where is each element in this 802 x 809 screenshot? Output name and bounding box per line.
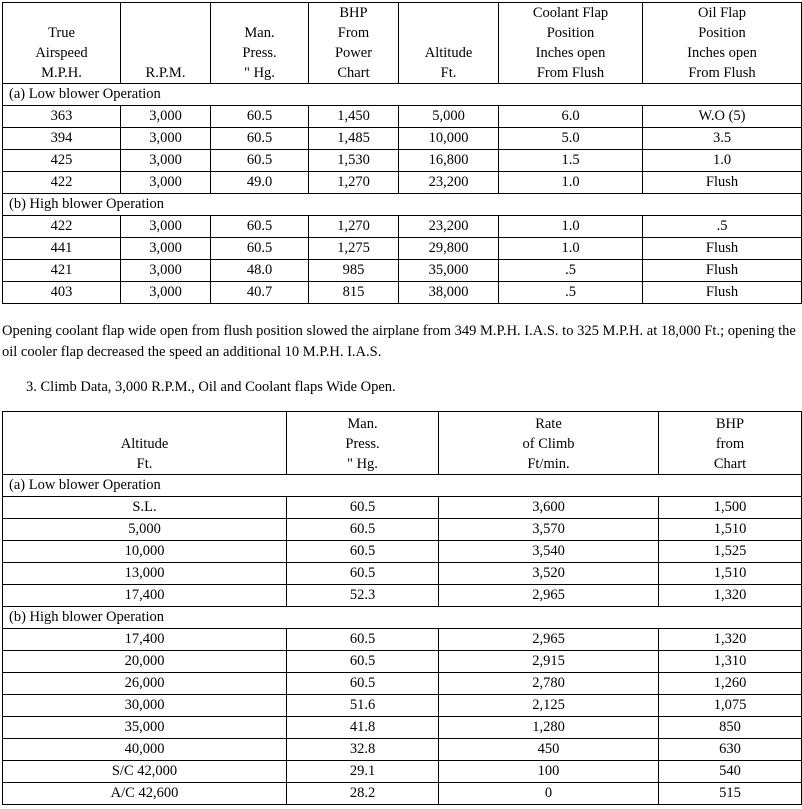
- table-cell: 13,000: [3, 563, 287, 585]
- climb-data-heading: 3. Climb Data, 3,000 R.P.M., Oil and Coolant flaps Wide Open.: [26, 379, 396, 395]
- table-cell: 60.5: [211, 150, 309, 172]
- table-row: [3, 238, 802, 260]
- table-cell: .5: [643, 216, 802, 238]
- table-cell: 3.5: [643, 128, 802, 150]
- table-cell: 100: [439, 761, 659, 783]
- table-cell: 1,510: [659, 519, 802, 541]
- table-cell: 1,510: [659, 563, 802, 585]
- table-cell: Flush: [643, 282, 802, 304]
- table-cell: 3,000: [121, 282, 211, 304]
- header-line: of Climb: [522, 436, 575, 452]
- table-cell: 1,275: [309, 238, 399, 260]
- section-label: (b) High blower Operation: [3, 194, 802, 216]
- header-line: R.P.M.: [145, 65, 186, 81]
- table-cell: 2,780: [439, 673, 659, 695]
- table-cell: S.L.: [3, 497, 287, 519]
- table-cell: 815: [309, 282, 399, 304]
- header-line: Position: [698, 25, 746, 41]
- header-line: Ft.: [136, 456, 153, 472]
- table-cell: 1,280: [439, 717, 659, 739]
- table-row: [3, 563, 802, 585]
- table-cell: 17,400: [3, 629, 287, 651]
- performance-header-row: [3, 3, 802, 84]
- header-line: Man.: [347, 416, 378, 432]
- table-cell: 394: [3, 128, 121, 150]
- header-line: Rate: [535, 416, 562, 432]
- header-line: Power: [334, 45, 373, 61]
- header-line: From Flush: [688, 65, 756, 81]
- table-row: [3, 172, 802, 194]
- section-label: (b) High blower Operation: [3, 607, 802, 629]
- table-cell: 1.0: [499, 238, 643, 260]
- table-cell: 60.5: [287, 541, 439, 563]
- table-cell: 1,500: [659, 497, 802, 519]
- table-cell: 35,000: [3, 717, 287, 739]
- table-cell: 23,200: [399, 172, 499, 194]
- table-row: [3, 739, 802, 761]
- column-header: [287, 412, 439, 475]
- table-cell: 10,000: [3, 541, 287, 563]
- table-cell: 3,000: [121, 238, 211, 260]
- table-cell: 850: [659, 717, 802, 739]
- header-line: Ft/min.: [527, 456, 570, 472]
- table-cell: 422: [3, 172, 121, 194]
- table-cell: 3,520: [439, 563, 659, 585]
- table-cell: 41.8: [287, 717, 439, 739]
- header-line: M.P.H.: [41, 65, 82, 81]
- table-cell: 3,000: [121, 260, 211, 282]
- header-line: " Hg.: [347, 456, 378, 472]
- table-cell: 60.5: [211, 238, 309, 260]
- column-header: [439, 412, 659, 475]
- table-row: [3, 150, 802, 172]
- header-line: Inches open: [535, 45, 606, 61]
- table-row: [3, 695, 802, 717]
- climb-header-row: [3, 412, 802, 475]
- table-cell: 1,320: [659, 585, 802, 607]
- header-line: Press.: [242, 45, 277, 61]
- table-cell: 60.5: [287, 497, 439, 519]
- header-line: BHP: [339, 5, 368, 21]
- table-cell: 1.0: [499, 172, 643, 194]
- table-cell: 20,000: [3, 651, 287, 673]
- table-cell: 0: [439, 783, 659, 805]
- table-row: [3, 260, 802, 282]
- table-cell: 985: [309, 260, 399, 282]
- header-line: Position: [546, 25, 595, 41]
- table-cell: 1.0: [643, 150, 802, 172]
- table-cell: 3,600: [439, 497, 659, 519]
- column-header: [211, 3, 309, 84]
- table-row: [3, 673, 802, 695]
- table-cell: 52.3: [287, 585, 439, 607]
- table-cell: 1,320: [659, 629, 802, 651]
- table-cell: 422: [3, 216, 121, 238]
- table-cell: W.O (5): [643, 106, 802, 128]
- table-cell: S/C 42,000: [3, 761, 287, 783]
- table-cell: 60.5: [211, 106, 309, 128]
- table-cell: 35,000: [399, 260, 499, 282]
- table-cell: 60.5: [211, 216, 309, 238]
- table-row: [3, 497, 802, 519]
- table-cell: 32.8: [287, 739, 439, 761]
- table-cell: 1.5: [499, 150, 643, 172]
- table-cell: 29,800: [399, 238, 499, 260]
- table-cell: 10,000: [399, 128, 499, 150]
- column-header: [659, 412, 802, 475]
- column-header: [3, 3, 121, 84]
- table-cell: 2,965: [439, 629, 659, 651]
- header-line: From: [337, 25, 370, 41]
- header-line: Chart: [713, 456, 747, 472]
- table-row: [3, 282, 802, 304]
- table-cell: 1,075: [659, 695, 802, 717]
- header-line: Inches open: [687, 45, 757, 61]
- table-cell: .5: [499, 282, 643, 304]
- table-cell: 60.5: [287, 629, 439, 651]
- table-cell: 17,400: [3, 585, 287, 607]
- column-header: [643, 3, 802, 84]
- header-line: " Hg.: [244, 65, 275, 81]
- section-label: (a) Low blower Operation: [3, 475, 802, 497]
- table-cell: 38,000: [399, 282, 499, 304]
- table-cell: 425: [3, 150, 121, 172]
- header-line: Coolant Flap: [532, 5, 609, 21]
- table-cell: 1,485: [309, 128, 399, 150]
- table-cell: 29.1: [287, 761, 439, 783]
- header-line: Oil Flap: [698, 5, 746, 21]
- table-cell: 1,450: [309, 106, 399, 128]
- table-cell: 2,915: [439, 651, 659, 673]
- table-cell: 40.7: [211, 282, 309, 304]
- table-cell: 23,200: [399, 216, 499, 238]
- performance-table: [2, 2, 802, 304]
- table-cell: 450: [439, 739, 659, 761]
- table-cell: 48.0: [211, 260, 309, 282]
- table-cell: 28.2: [287, 783, 439, 805]
- table-cell: 49.0: [211, 172, 309, 194]
- table-cell: Flush: [643, 172, 802, 194]
- table-row: [3, 629, 802, 651]
- table-cell: 1,260: [659, 673, 802, 695]
- column-header: [399, 3, 499, 84]
- table-cell: 60.5: [287, 673, 439, 695]
- column-header: [499, 3, 643, 84]
- table-cell: 3,000: [121, 128, 211, 150]
- header-line: Chart: [337, 65, 370, 81]
- section-row: [3, 194, 802, 216]
- header-line: Altitude: [120, 436, 169, 452]
- climb-data-table: [2, 411, 802, 805]
- table-cell: 403: [3, 282, 121, 304]
- table-row: [3, 541, 802, 563]
- header-line: Altitude: [424, 45, 473, 61]
- table-cell: 30,000: [3, 695, 287, 717]
- table-cell: 3,540: [439, 541, 659, 563]
- table-cell: 5,000: [3, 519, 287, 541]
- table-cell: 5.0: [499, 128, 643, 150]
- table-cell: 3,000: [121, 216, 211, 238]
- table-cell: 3,000: [121, 172, 211, 194]
- table-cell: 441: [3, 238, 121, 260]
- column-header: [3, 412, 287, 475]
- section-label: (a) Low blower Operation: [3, 84, 802, 106]
- table-cell: 40,000: [3, 739, 287, 761]
- table-cell: 2,125: [439, 695, 659, 717]
- table-cell: 1,270: [309, 216, 399, 238]
- table-row: [3, 128, 802, 150]
- header-line: BHP: [715, 416, 745, 432]
- section-row: [3, 607, 802, 629]
- table-cell: 60.5: [287, 519, 439, 541]
- header-line: Airspeed: [35, 45, 88, 61]
- table-row: [3, 519, 802, 541]
- table-cell: 16,800: [399, 150, 499, 172]
- table-cell: 1,530: [309, 150, 399, 172]
- table-row: [3, 717, 802, 739]
- table-cell: 540: [659, 761, 802, 783]
- table-cell: 515: [659, 783, 802, 805]
- table-cell: 1,525: [659, 541, 802, 563]
- table-cell: A/C 42,600: [3, 783, 287, 805]
- section-row: [3, 475, 802, 497]
- table-cell: 3,570: [439, 519, 659, 541]
- header-line: from: [715, 436, 745, 452]
- table-row: [3, 783, 802, 805]
- header-line: Man.: [244, 25, 275, 41]
- table-cell: 5,000: [399, 106, 499, 128]
- table-row: [3, 216, 802, 238]
- table-cell: Flush: [643, 238, 802, 260]
- table-cell: 1,270: [309, 172, 399, 194]
- table-row: [3, 651, 802, 673]
- table-cell: 60.5: [287, 563, 439, 585]
- header-line: Press.: [345, 436, 380, 452]
- table-cell: 2,965: [439, 585, 659, 607]
- table-cell: 1,310: [659, 651, 802, 673]
- column-header: [309, 3, 399, 84]
- table-cell: Flush: [643, 260, 802, 282]
- table-cell: 60.5: [211, 128, 309, 150]
- table-cell: 1.0: [499, 216, 643, 238]
- table-row: [3, 106, 802, 128]
- table-cell: .5: [499, 260, 643, 282]
- table-row: [3, 761, 802, 783]
- table-cell: 3,000: [121, 150, 211, 172]
- table-cell: 421: [3, 260, 121, 282]
- table-cell: 60.5: [287, 651, 439, 673]
- table-cell: 26,000: [3, 673, 287, 695]
- speed-note-paragraph: Opening coolant flap wide open from flush position slowed the airplane from 349 M.P.H. I.A.S. to 325 M.P.H. at 18,000 Ft.; opening the oil cooler flap decreased the speed an additional 10 M.P.H. I.A.S.: [2, 323, 796, 360]
- header-line: True: [48, 25, 75, 41]
- header-line: Ft.: [440, 65, 457, 81]
- table-cell: 51.6: [287, 695, 439, 717]
- table-cell: 630: [659, 739, 802, 761]
- table-cell: 6.0: [499, 106, 643, 128]
- table-cell: 3,000: [121, 106, 211, 128]
- header-line: From Flush: [536, 65, 605, 81]
- column-header: [121, 3, 211, 84]
- table-cell: 363: [3, 106, 121, 128]
- section-row: [3, 84, 802, 106]
- table-row: [3, 585, 802, 607]
